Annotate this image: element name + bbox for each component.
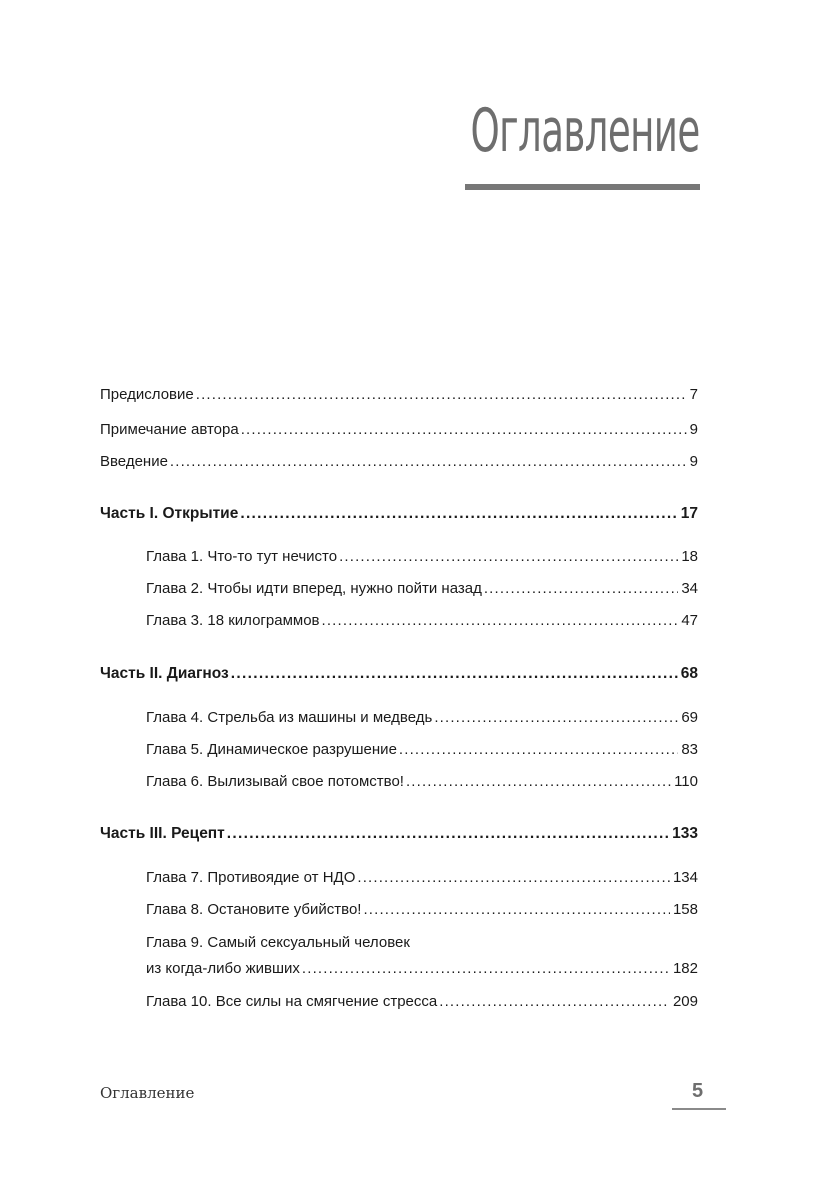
toc-chapter-9-line1[interactable]: Глава 9. Самый сексуальный человек (146, 934, 410, 951)
toc-chapter-page: 134 (672, 869, 698, 886)
toc-part-label: Часть II. Диагноз (100, 665, 229, 682)
toc-part-1[interactable] (100, 505, 698, 523)
toc-part-3[interactable] (100, 825, 698, 843)
dot-leader (322, 612, 679, 629)
toc-chapter-1[interactable] (146, 548, 698, 565)
toc-entry-author-note[interactable] (100, 421, 698, 438)
dot-leader (231, 665, 678, 683)
dot-leader (439, 993, 670, 1010)
toc-chapter-label: Глава 3. 18 килограммов (146, 612, 320, 629)
toc-chapter-page: 18 (681, 548, 698, 565)
dot-leader (302, 960, 670, 977)
toc-chapter-page: 209 (672, 993, 698, 1010)
toc-part-2[interactable] (100, 665, 698, 683)
dot-leader (484, 580, 678, 597)
toc-chapter-page: 158 (672, 901, 698, 918)
toc-part-page: 133 (672, 825, 698, 842)
dot-leader (363, 901, 670, 918)
toc-chapter-page: 182 (672, 960, 698, 977)
toc-chapter-label: из когда-либо живших (146, 960, 300, 977)
toc-chapter-page: 47 (681, 612, 698, 629)
toc-chapter-7[interactable] (146, 869, 698, 886)
dot-leader (227, 825, 669, 843)
toc-entry-page: 7 (689, 386, 698, 403)
dot-leader (170, 453, 687, 470)
dot-leader (406, 773, 671, 790)
toc-entry-label: Предисловие (100, 386, 194, 403)
toc-chapter-label: Глава 4. Стрельба из машины и медведь (146, 709, 433, 726)
toc-chapter-label: Глава 6. Вылизывай свое потомство! (146, 773, 404, 790)
toc-entry-label: Примечание автора (100, 421, 239, 438)
dot-leader (357, 869, 670, 886)
toc-part-page: 17 (680, 505, 698, 522)
toc-chapter-8[interactable] (146, 901, 698, 918)
toc-chapter-6[interactable] (146, 773, 698, 790)
toc-part-label: Часть III. Рецепт (100, 825, 225, 842)
page-number-underline (672, 1108, 726, 1110)
toc-chapter-4[interactable] (146, 709, 698, 726)
toc-chapter-3[interactable] (146, 612, 698, 629)
toc-entry-page: 9 (689, 421, 698, 438)
page-number: 5 (692, 1080, 704, 1102)
toc-chapter-label: Глава 7. Противоядие от НДО (146, 869, 356, 886)
toc-entry-foreword[interactable] (100, 386, 698, 403)
toc-chapter-5[interactable] (146, 741, 698, 758)
dot-leader (240, 505, 677, 523)
toc-chapter-9[interactable] (146, 960, 698, 977)
page-title: Оглавление (470, 96, 700, 166)
toc-chapter-page: 110 (674, 773, 698, 790)
toc-chapter-label: Глава 5. Динамическое разрушение (146, 741, 397, 758)
toc-chapter-10[interactable] (146, 993, 698, 1010)
toc-chapter-label: Глава 2. Чтобы идти вперед, нужно пойти назад (146, 580, 482, 597)
running-footer-title: Оглавление (100, 1084, 195, 1102)
toc-entry-introduction[interactable] (100, 453, 698, 470)
toc-chapter-2[interactable] (146, 580, 698, 597)
toc-part-label: Часть I. Открытие (100, 505, 239, 522)
dot-leader (339, 548, 678, 565)
toc-entry-page: 9 (689, 453, 698, 470)
toc-chapter-page: 34 (681, 580, 698, 597)
dot-leader (399, 741, 678, 758)
toc-entry-label: Введение (100, 453, 168, 470)
toc-chapter-label: Глава 8. Остановите убийство! (146, 901, 362, 918)
toc-chapter-label: Глава 1. Что-то тут нечисто (146, 548, 338, 565)
dot-leader (196, 386, 687, 403)
toc-part-page: 68 (680, 665, 698, 682)
dot-leader (241, 421, 687, 438)
toc-chapter-page: 69 (681, 709, 698, 726)
toc-chapter-label: Глава 10. Все силы на смягчение стресса (146, 993, 438, 1010)
toc-chapter-page: 83 (681, 741, 698, 758)
title-underline (465, 184, 700, 190)
dot-leader (434, 709, 678, 726)
